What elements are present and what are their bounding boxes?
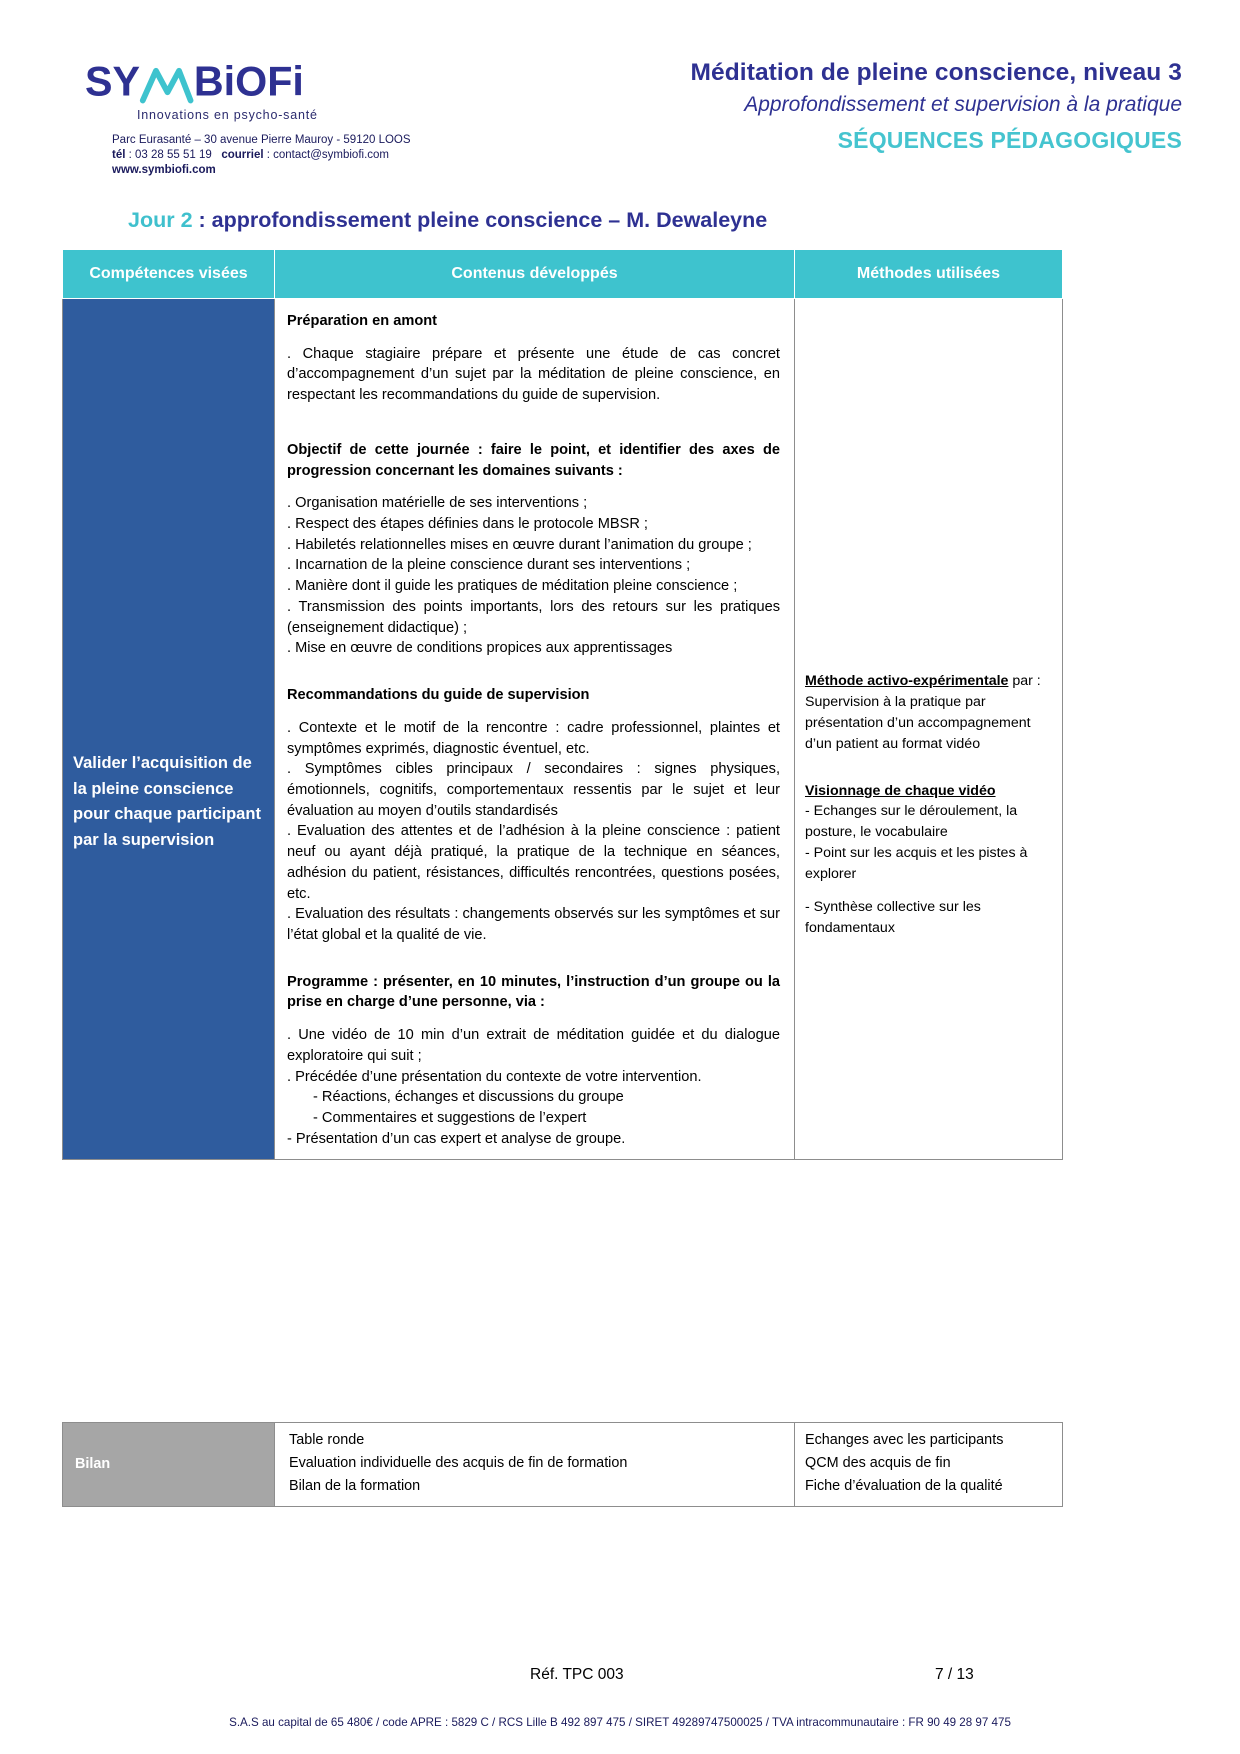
contact-line	[112, 148, 505, 163]
cell-contenus	[275, 299, 795, 1160]
competences-text: Valider l’acquisition de la pleine conscience pour chaque participant par la supervision	[73, 754, 261, 849]
contenus-heading-3: Recommandations du guide de supervision	[287, 687, 590, 704]
methode-2-line-2: - Point sur les acquis et les pistes à explorer	[805, 845, 1028, 882]
day-heading	[128, 208, 767, 233]
methodes-content	[805, 671, 1054, 939]
contenus-item-2: . Respect des étapes définies dans le protocole MBSR ;	[287, 516, 648, 533]
bilan-right-item: Fiche d’évaluation de la qualité	[805, 1478, 1003, 1495]
contenus-paragraph-2: . Contexte et le motif de la rencontre : cadre professionnel, plaintes et symptômes exprimés, diagnostic éventuel, etc.	[287, 719, 780, 757]
contenus-item-6: . Transmission des points importants, lors des retours sur les pratiques (enseignement didactique) ;	[287, 598, 780, 636]
tel-value: : 03 28 55 51 19	[128, 149, 212, 162]
page-header	[0, 0, 1240, 190]
svg-text:BiOFi: BiOFi	[193, 58, 304, 105]
methode-1-tail: par :	[1008, 673, 1041, 689]
header-contenus: Contenus développés	[275, 250, 795, 299]
contenus-subitem-3: - Présentation d’un cas expert et analyse de groupe.	[287, 1130, 626, 1147]
address-line: Parc Eurasanté – 30 avenue Pierre Mauroy - 59120 LOOS	[112, 134, 411, 146]
company-logo	[85, 58, 505, 179]
contenus-item-3: . Habiletés relationnelles mises en œuvre durant l’animation du groupe ;	[287, 536, 752, 553]
mail-label: courriel	[221, 149, 264, 162]
section-label: SÉQUENCES PÉDAGOGIQUES	[837, 126, 1182, 153]
symbiofi-logo-icon	[85, 58, 415, 110]
document-title-block	[462, 58, 1182, 154]
contenus-paragraph-1: . Chaque stagiaire prépare et présente une étude de cas concret d’accompagnement d’un sujet par la méditation de pleine conscience, en respectant les recommandations du guide de supervision.	[287, 345, 780, 404]
table-header-row	[63, 250, 1063, 299]
website: www.symbiofi.com	[112, 164, 216, 177]
contenus-heading-1: Préparation en amont	[287, 313, 438, 329]
methode-1-title-line	[805, 671, 1054, 692]
contenus-paragraph-3: . Symptômes cibles principaux / secondaires : signes physiques, émotionnels, cognitifs, comportementaux ressentis par le sujet et leur évaluation au moyen d’outils standardisés	[287, 761, 780, 819]
table-row	[63, 299, 1063, 1160]
contenus-heading-4: Programme : présenter, en 10 minutes, l’instruction d’un groupe ou la prise en charge d’une personne, via :	[287, 973, 780, 1011]
cell-methodes	[795, 299, 1063, 1160]
bilan-right-item: QCM des acquis de fin	[805, 1455, 951, 1472]
methode-2-title: Visionnage de chaque vidéo	[805, 782, 996, 799]
header-methodes: Méthodes utilisées	[795, 250, 1063, 299]
contenus-paragraph-6: . Une vidéo de 10 min d’un extrait de méditation guidée et du dialogue exploratoire qui suit ;	[287, 1027, 780, 1064]
bilan-middle-item: Table ronde	[289, 1432, 365, 1448]
contenus-item-1: . Organisation matérielle de ses interventions ;	[287, 495, 588, 512]
day-heading-jour: Jour 2	[128, 208, 193, 232]
bilan-middle	[275, 1423, 795, 1507]
sequence-table	[62, 249, 1063, 1160]
page-title: Méditation de pleine conscience, niveau 3	[690, 59, 1182, 86]
contenus-paragraph-7: . Précédée d’une présentation du contexte de votre intervention.	[287, 1068, 702, 1085]
page-subtitle: Approfondissement et supervision à la pratique	[744, 92, 1182, 116]
contenus-item-7: . Mise en œuvre de conditions propices aux apprentissages	[287, 640, 673, 657]
contenus-paragraph-4: . Evaluation des attentes et de l’adhésion à la pleine conscience : patient neuf ou ayant déjà pratiqué, la pratique de la technique en séances, adhésion du patient, résistances, difficultés rencontrées, questions posées, etc.	[287, 823, 780, 902]
methode-2-line-1: - Echanges sur le déroulement, la posture, le vocabulaire	[805, 803, 1018, 841]
bilan-middle-item: Evaluation individuelle des acquis de fin de formation	[289, 1455, 628, 1472]
bilan-middle-item: Bilan de la formation	[289, 1478, 421, 1495]
cell-competences	[63, 299, 275, 1160]
methode-1-title: Méthode activo-expérimentale	[805, 673, 1009, 689]
contenus-subitem-1: - Réactions, échanges et discussions du groupe	[313, 1089, 624, 1106]
company-address	[112, 133, 505, 179]
footer-reference: Réf. TPC 003	[530, 1666, 624, 1683]
contenus-paragraph-5: . Evaluation des résultats : changements observés sur les symptômes et sur l’état global et la qualité de vie.	[287, 906, 780, 943]
svg-text:SY: SY	[85, 58, 141, 105]
logo-tagline: Innovations en psycho-santé	[137, 108, 318, 122]
bilan-label: Bilan	[63, 1423, 275, 1507]
tel-label: tél	[112, 149, 126, 162]
header-competences: Compétences visées	[63, 250, 275, 299]
contenus-subitem-2: - Commentaires et suggestions de l’expert	[313, 1110, 587, 1126]
bilan-right-item: Echanges avec les participants	[805, 1432, 1004, 1448]
bilan-right	[795, 1423, 1063, 1507]
day-heading-rest: : approfondissement pleine conscience – M. Dewaleyne	[192, 208, 768, 232]
contenus-heading-2: Objectif de cette journée : faire le point, et identifier des axes de progression concernant les domaines suivants :	[287, 441, 780, 479]
contenus-item-4: . Incarnation de la pleine conscience durant ses interventions ;	[287, 557, 691, 574]
footer-legal-text: S.A.S au capital de 65 480€ / code APRE : 5829 C / RCS Lille B 492 897 475 / SIRET 49289747500025 / TVA intracommunautaire : FR 90 49 28 97 475	[229, 1716, 1011, 1729]
bilan-row	[63, 1423, 1063, 1507]
methode-2-line-3: - Synthèse collective sur les fondamentaux	[805, 898, 981, 936]
contenus-item-5: . Manière dont il guide les pratiques de méditation pleine conscience ;	[287, 578, 738, 595]
bilan-table	[62, 1422, 1063, 1507]
mail-value: : contact@symbiofi.com	[266, 149, 389, 162]
methode-1-body: Supervision à la pratique par présentation d’un accompagnement d’un patient au format vidéo	[805, 693, 1031, 752]
footer-page-number: 7 / 13	[935, 1666, 974, 1683]
